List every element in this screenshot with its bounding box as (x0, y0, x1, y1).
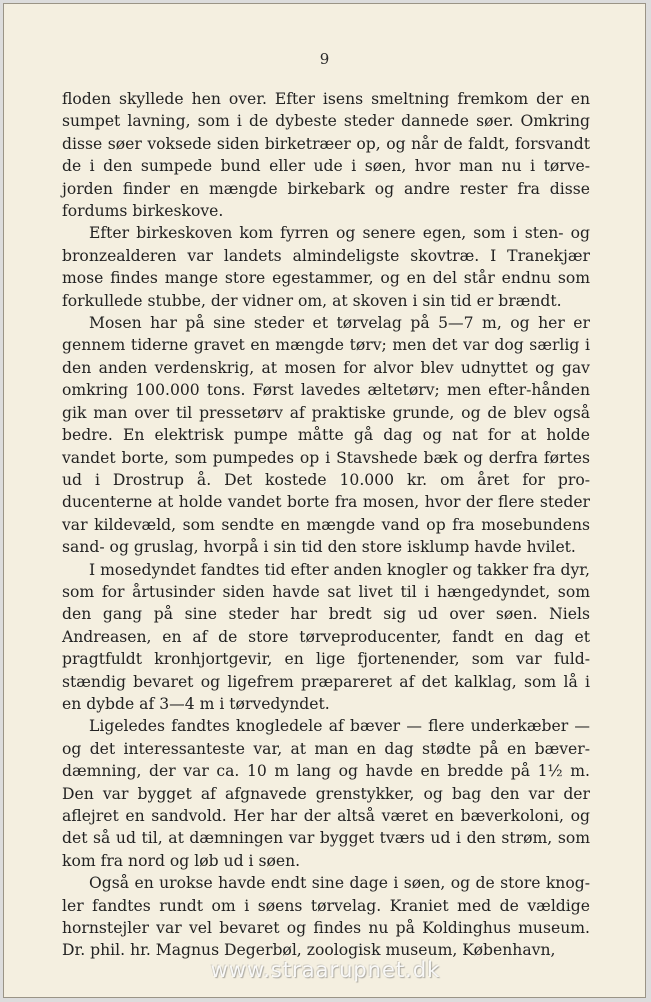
paragraph-1: floden skyllede hen over. Efter isens smeltning fremkom der en sumpet lavning, som i de dybeste steder dannede søer. Omkring disse søer voksede siden birketræer op, og når de faldt, forsvandt de i den sumpede bund eller ude i søen, hvor man nu i tørve-jorden finder en mængde birkebark og andre rester fra disse fordums birkeskove. (62, 90, 590, 221)
body-text (62, 88, 590, 962)
paragraph-4: I mosedyndet fandtes tid efter anden knogler og takker fra dyr, som for årtusinder siden havde sat livet til i hængedyndet, som den gang på sine steder har bredt sig ud over søen. Niels Andreasen, en af de store tørveproducenter, fandt en dag et pragtfuldt kronhjortgevir, en lige fjortenender, som var fuld-stændig bevaret og ligefrem præpareret af det kalklag, som lå i en dybde af 3—4 m i tørvedyndet. (62, 560, 590, 713)
watermark: www.straarupnet.dk (210, 958, 441, 982)
book-page (3, 3, 646, 998)
paragraph-2: Efter birkeskoven kom fyrren og senere egen, som i sten- og bronzealderen var landets almindeligste skovtræ. I Tranekjær mose findes mange store egestammer, og en del står endnu som forkullede stubbe, der vidner om, at skoven i sin tid er brændt. (62, 224, 590, 310)
paragraph-3: Mosen har på sine steder et tørvelag på 5—7 m, og her er gennem tiderne gravet en mængde tørv; men det var dog særlig i den anden verdenskrig, at mosen for alvor blev udnyttet og gav omkring 100.000 tons. Først lavedes æltetørv; men efter-hånden gik man over til pressetørv af praktiske grunde, og de blev også bedre. En elektrisk pumpe måtte gå dag og nat for at holde vandet borte, som pumpedes op i Stavshede bæk og derfra førtes ud i Drostrup å. Det kostede 10.000 kr. om året for pro-ducenterne at holde vandet borte fra mosen, hvor der flere steder var kildevæld, som sendte en mængde vand op fra mosebundens sand- og gruslag, hvorpå i sin tid den store isklump havde hvilet. (62, 314, 590, 557)
paragraph-5: Ligeledes fandtes knogledele af bæver — flere underkæber — og det interessanteste var, at man en dag stødte på en bæver-dæmning, der var ca. 10 m lang og havde en bredde på 1½ m. Den var bygget af afgnavede grenstykker, og bag den var der aflejret en sandvold. Her har der altså været en bæverkoloni, og det så ud til, at dæmningen var bygget tværs ud i den strøm, som kom fra nord og løb ud i søen. (62, 717, 590, 870)
paragraph-6: Også en urokse havde endt sine dage i søen, og de store knog-ler fandtes rundt om i søens tørvelag. Kraniet med de vældige hornstejler var vel bevaret og findes nu på Koldinghus museum. Dr. phil. hr. Magnus Degerbøl, zoologisk museum, København, (62, 874, 590, 960)
page-number: 9 (319, 50, 330, 68)
